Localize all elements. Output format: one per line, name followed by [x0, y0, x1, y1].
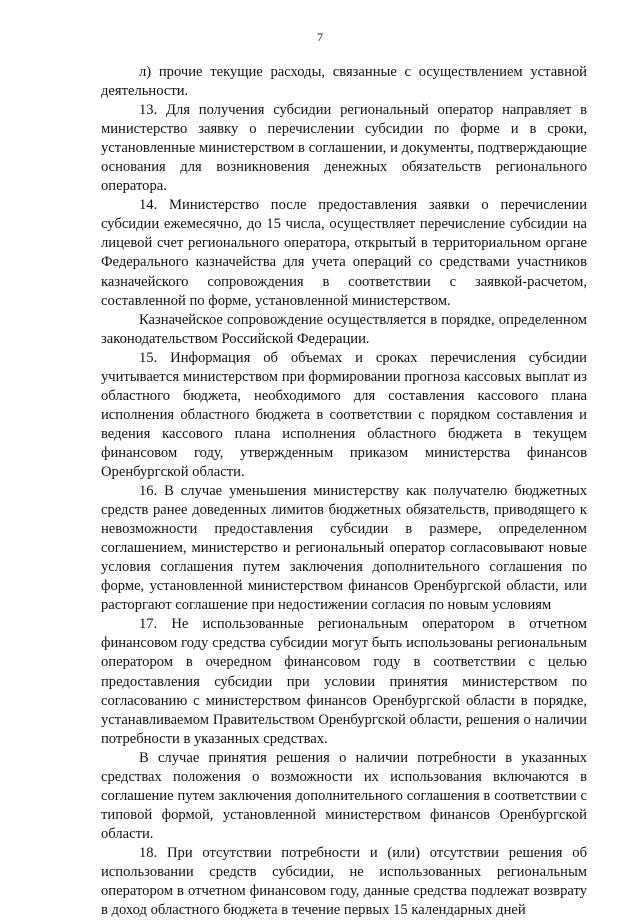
- paragraph-item-l: л) прочие текущие расходы, связанные с осуществлением уставной деятельности.: [101, 64, 587, 100]
- paragraph-18: 18. При отсутствии потребности и (или) отсутствии решения об использовании средств субсидии, не использованных региональным оператором в отчетном финансовом году, данные средства подлежат возврату в доход областного бюджета в течение первых 15 календарных дней: [101, 844, 587, 919]
- document-body: [101, 63, 587, 920]
- paragraph-13: 13. Для получения субсидии региональный оператор направляет в министерство заявку о перечислении субсидии по форме и в сроки, установленные министерством в соглашении, и документы, подтверждающие основания для возникновения денежных обязательств регионального оператора.: [101, 102, 587, 195]
- paragraph-17-continued: В случае принятия решения о наличии потребности в указанных средствах положения о возможности их использования включаются в соглашение путем заключения дополнительного соглашения в соответствии с типовой формой, установленной министерством финансов Оренбургской области.: [101, 749, 587, 842]
- page-number: 7: [317, 30, 323, 44]
- paragraph-17: 17. Не использованные региональным оператором в отчетном финансовом году средства субсидии могут быть использованы региональным оператором в очередном финансовом году в соответствии с целью предоставления субсидии при условии принятия министерством по согласованию с министерством финансов Оренбургской области в порядке, устанавливаемом Правительством Оренбургской области, решения о наличии потребности в указанных средствах.: [101, 616, 587, 747]
- paragraph-16: 16. В случае уменьшения министерству как получателю бюджетных средств ранее доведенных лимитов бюджетных обязательств, приводящего к невозможности предоставления субсидии в размере, определенном соглашением, министерство и региональный оператор согласовывают новые условия соглашения путем заключения дополнительного соглашения по форме, установленной министерством финансов Оренбургской области, или расторгают соглашение при недостижении согласия по новым условиям: [101, 483, 587, 614]
- paragraph-14: 14. Министерство после предоставления заявки о перечислении субсидии ежемесячно, до 15 числа, осуществляет перечисление субсидии на лицевой счет регионального оператора, открытый в территориальном органе Федерального казначейства для учета операций со средствами участников казначейского сопровождения в соответствии с заявкой-расчетом, составленной по форме, установленной министерством.: [101, 197, 587, 309]
- paragraph-15: 15. Информация об объемах и сроках перечисления субсидии учитывается министерством при формировании прогноза кассовых выплат из областного бюджета, необходимого для составления кассового плана исполнения областного бюджета в соответствии с порядком составления и ведения кассового плана исполнения областного бюджета в текущем финансовом году, утвержденным приказом министерства финансов Оренбургской области.: [101, 349, 587, 480]
- paragraph-treasury-support: Казначейское сопровождение осуществляется в порядке, определенном законодательством Российской Федерации.: [101, 311, 587, 347]
